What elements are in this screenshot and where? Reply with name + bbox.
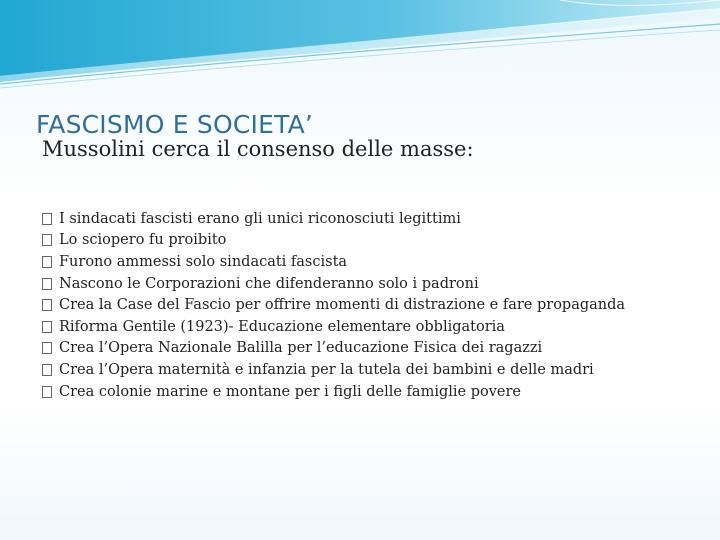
bullet-text: Crea l’Opera Nazionale Balilla per l’educazione Fisica dei ragazzi: [59, 340, 543, 357]
bullet-text: I sindacati fascisti erano gli unici riconosciuti legittimi: [59, 210, 461, 227]
checkbox-square-icon: [42, 342, 52, 354]
checkbox-square-icon: [42, 299, 52, 311]
list-item: [42, 251, 702, 273]
checkbox-square-icon: [42, 234, 52, 246]
bullet-text: Nascono le Corporazioni che difenderanno solo i padroni: [59, 275, 479, 292]
list-item: [42, 230, 702, 252]
bullet-text: Crea l’Opera maternità e infanzia per la tutela dei bambini e delle madri: [59, 361, 594, 378]
bullet-text: Lo sciopero fu proibito: [59, 232, 227, 249]
list-item: [42, 294, 702, 316]
checkbox-square-icon: [42, 364, 52, 376]
bullet-text: Riforma Gentile (1923)- Educazione elementare obbligatoria: [59, 318, 505, 335]
checkbox-square-icon: [42, 321, 52, 333]
list-item: [42, 359, 702, 381]
bullet-text: Furono ammessi solo sindacati fascista: [59, 253, 348, 270]
checkbox-square-icon: [42, 386, 52, 398]
list-item: [42, 338, 702, 360]
list-item: [42, 316, 702, 338]
bullet-text: Crea la Case del Fascio per offrire momenti di distrazione e fare propaganda: [59, 297, 626, 314]
bullet-text: Crea colonie marine e montane per i figli delle famiglie povere: [59, 383, 522, 400]
slide-title: FASCISMO E SOCIETA’: [36, 110, 314, 139]
list-item: [42, 273, 702, 295]
bullet-list: [42, 208, 702, 402]
checkbox-square-icon: [42, 213, 52, 225]
decorative-banner: [0, 0, 720, 100]
slide-subtitle: Mussolini cerca il consenso delle masse:: [42, 137, 474, 161]
list-item: [42, 208, 702, 230]
checkbox-square-icon: [42, 278, 52, 290]
list-item: [42, 381, 702, 403]
checkbox-square-icon: [42, 256, 52, 268]
